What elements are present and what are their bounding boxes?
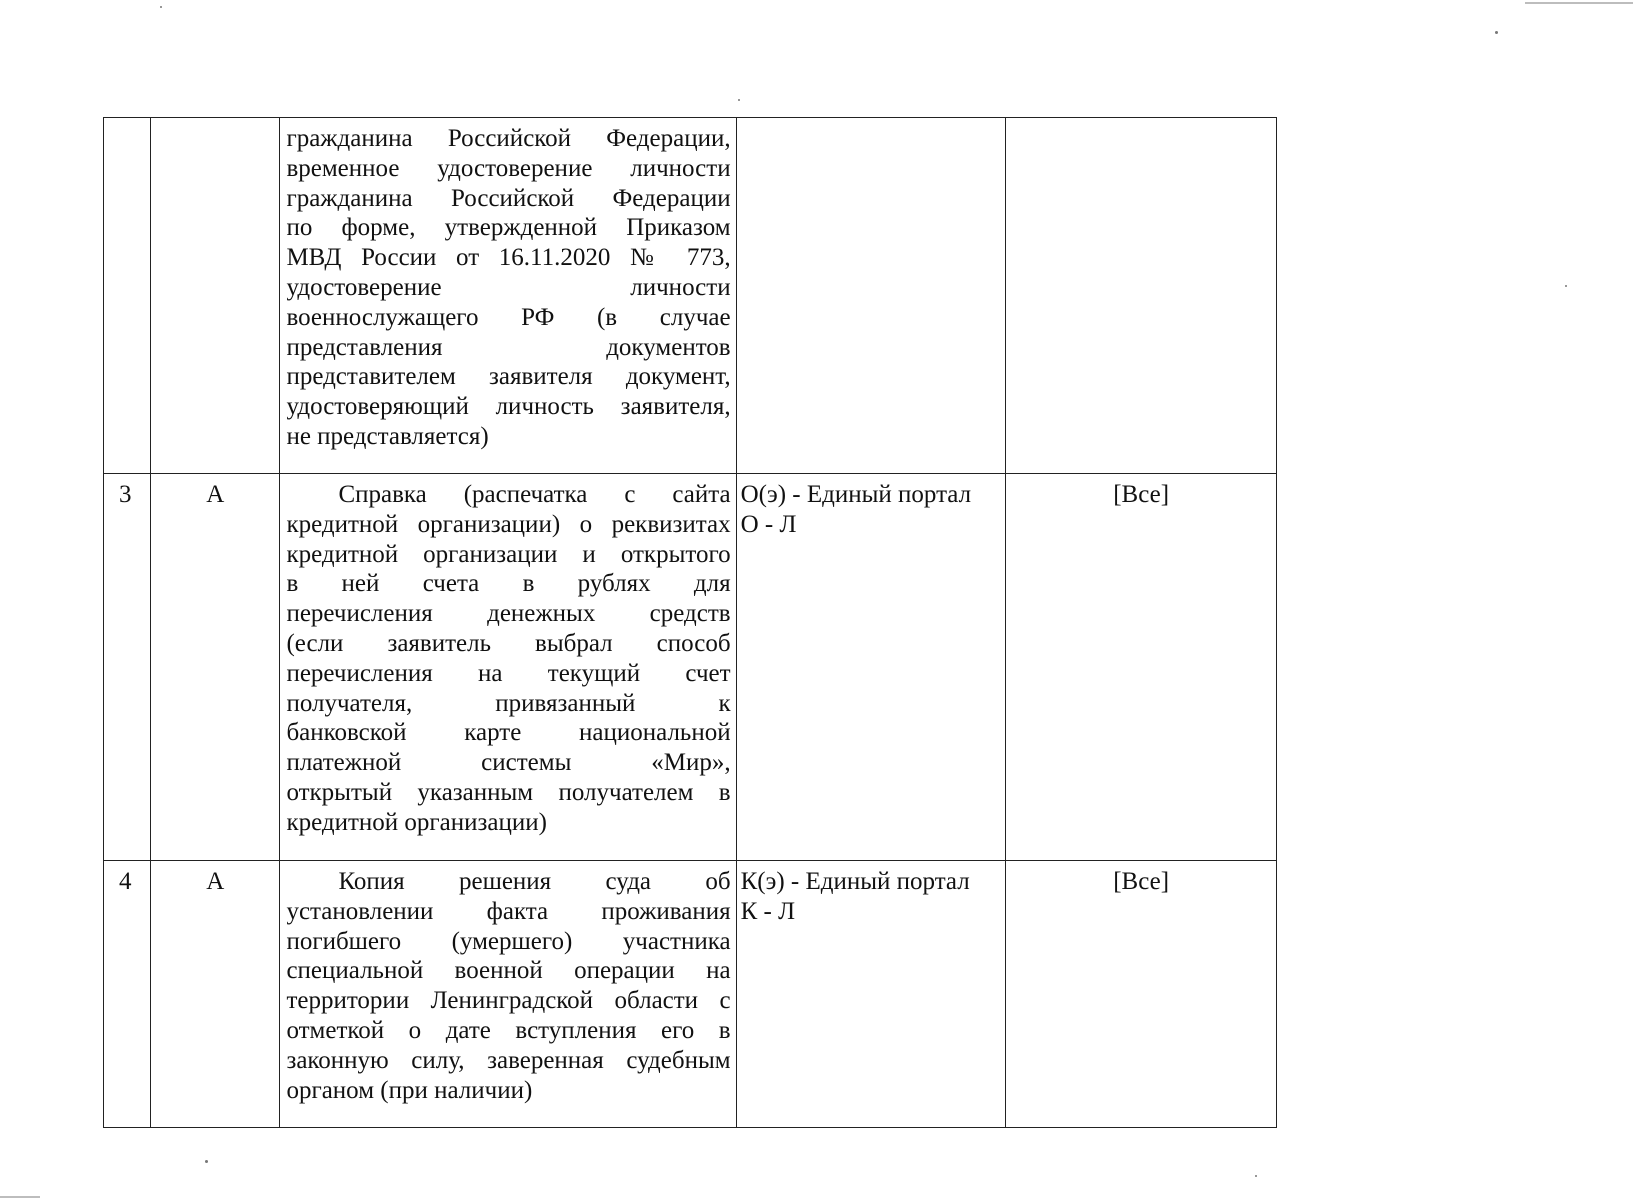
table-row	[104, 861, 1277, 1128]
description-line: (если заявитель выбрал способ	[286, 629, 731, 657]
description-line: открытый указанным получателем в	[286, 778, 731, 806]
applicant-category-cell	[1006, 118, 1277, 474]
document-description-cell	[280, 861, 736, 1128]
description-line: территории Ленинградской области с	[286, 987, 731, 1015]
row-number-cell	[104, 118, 151, 474]
channel-line: К(э) - Единый портал	[740, 868, 970, 895]
description-line: по форме, утвержденной Приказом	[286, 214, 731, 242]
scan-edge-mark	[0, 1196, 40, 1198]
scan-edge-mark	[1525, 2, 1633, 4]
channel-line: К - Л	[740, 897, 796, 925]
description-line: банковской карте национальной	[286, 719, 731, 747]
description-line: перечисления на текущий счет	[286, 659, 731, 687]
channel-line: О - Л	[740, 510, 797, 538]
description-line: кредитной организации)	[286, 808, 547, 836]
description-line: представления документов	[286, 333, 731, 361]
description-line: МВД России от 16.11.2020 № 773,	[286, 244, 731, 272]
description-line: в ней счета в рублях для	[286, 570, 731, 598]
description-line: военнослужащего РФ (в случае	[286, 303, 731, 331]
scan-speck	[738, 99, 740, 101]
row-number-cell: 4	[104, 861, 151, 1128]
description-line: законную силу, заверенная судебным	[286, 1046, 731, 1074]
description-line: отметкой о дате вступления его в	[286, 1016, 731, 1044]
applicant-category-cell: [Все]	[1006, 474, 1277, 861]
scan-speck	[1255, 1175, 1257, 1177]
requirements-table	[103, 117, 1277, 1128]
description-line: получателя, привязанный к	[286, 689, 731, 717]
row-code-cell: А	[151, 861, 280, 1128]
description-line: не представляется)	[286, 422, 489, 450]
document-description-cell	[280, 474, 736, 861]
document-description-cell	[280, 118, 736, 474]
description-line: платежной системы «Мир»,	[286, 749, 731, 777]
table-row	[104, 118, 1277, 474]
scan-speck	[205, 1160, 208, 1163]
description-line: органом (при наличии)	[286, 1076, 533, 1104]
description-line: установлении факта проживания	[286, 897, 731, 925]
submission-channel-cell	[736, 474, 1006, 861]
description-line: Копия решения суда об	[338, 868, 731, 895]
table-row	[104, 474, 1277, 861]
row-code-cell	[151, 118, 280, 474]
description-line: перечисления денежных средств	[286, 600, 731, 628]
description-line: кредитной организации и открытого	[286, 540, 731, 568]
submission-channel-cell	[736, 118, 1006, 474]
description-line: погибшего (умершего) участника	[286, 927, 731, 955]
submission-channel-cell	[736, 861, 1006, 1128]
description-line: удостоверяющий личность заявителя,	[286, 393, 731, 421]
description-line: представителем заявителя документ,	[286, 363, 731, 391]
channel-line: О(э) - Единый портал	[740, 481, 972, 508]
description-line: гражданина Российской Федерации,	[286, 125, 731, 152]
description-line: Справка (распечатка с сайта	[338, 481, 731, 508]
row-number-cell: 3	[104, 474, 151, 861]
description-line: гражданина Российской Федерации	[286, 184, 731, 212]
description-line: кредитной организации) о реквизитах	[286, 510, 731, 538]
applicant-category-cell: [Все]	[1006, 861, 1277, 1128]
scan-speck	[1565, 285, 1567, 287]
description-line: специальной военной операции на	[286, 957, 731, 985]
description-line: удостоверение личности	[286, 273, 731, 301]
description-line: временное удостоверение личности	[286, 154, 731, 182]
scan-speck	[160, 6, 162, 8]
row-code-cell: А	[151, 474, 280, 861]
scan-speck	[1495, 31, 1498, 34]
